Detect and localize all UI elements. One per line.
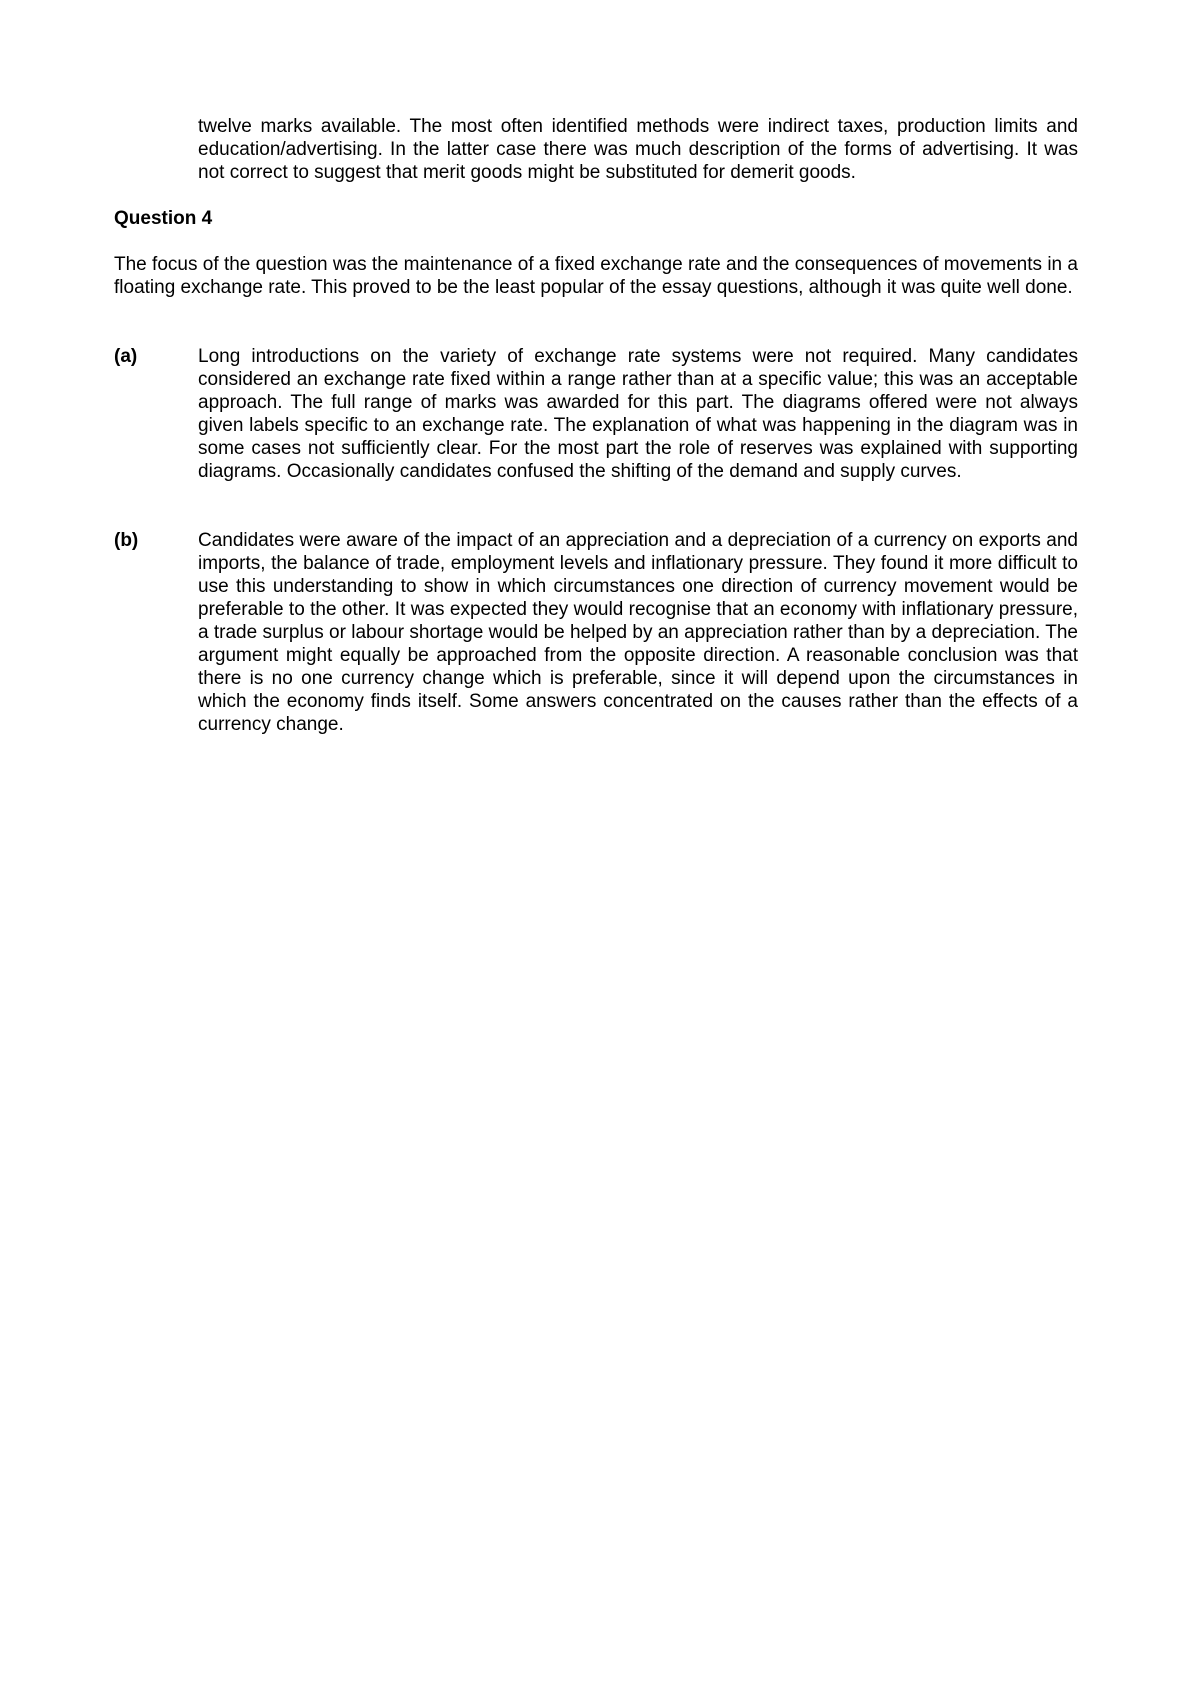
- item-label: (a): [114, 346, 138, 367]
- question-intro-paragraph: The focus of the question was the maintenance of a fixed exchange rate and the consequences of movements in a floating exchange rate. This proved to be the least popular of the essay questions, although it was quite well done.: [114, 254, 1078, 298]
- item-label: (b): [114, 530, 139, 551]
- item-text: Long introductions on the variety of exchange rate systems were not required. Many candidates considered an exchange rate fixed within a range rather than at a specific value; this was an acceptable approach. The full range of marks was awarded for this part. The diagrams offered were not always given labels specific to an exchange rate. The explanation of what was happening in the diagram was in some cases not sufficiently clear. For the most part the role of reserves was explained with supporting diagrams. Occasionally candidates confused the shifting of the demand and supply curves.: [198, 346, 1078, 482]
- answer-item-b: [114, 529, 1078, 736]
- question-heading: Question 4: [114, 208, 213, 229]
- continuation-paragraph: twelve marks available. The most often identified methods were indirect taxes, production limits and education/advertising. In the latter case there was much description of the forms of advertising. It was not correct to suggest that merit goods might be substituted for demerit goods.: [198, 116, 1078, 183]
- item-text: Candidates were aware of the impact of an appreciation and a depreciation of a currency on exports and imports, the balance of trade, employment levels and inflationary pressure. They found it more difficult to use this understanding to show in which circumstances one direction of currency movement would be preferable to the other. It was expected they would recognise that an economy with inflationary pressure, a trade surplus or labour shortage would be helped by an appreciation rather than by a depreciation. The argument might equally be approached from the opposite direction. A reasonable conclusion was that there is no one currency change which is preferable, since it will depend upon the circumstances in which the economy finds itself. Some answers concentrated on the causes rather than the effects of a currency change.: [198, 530, 1078, 735]
- answer-item-a: [114, 345, 1078, 483]
